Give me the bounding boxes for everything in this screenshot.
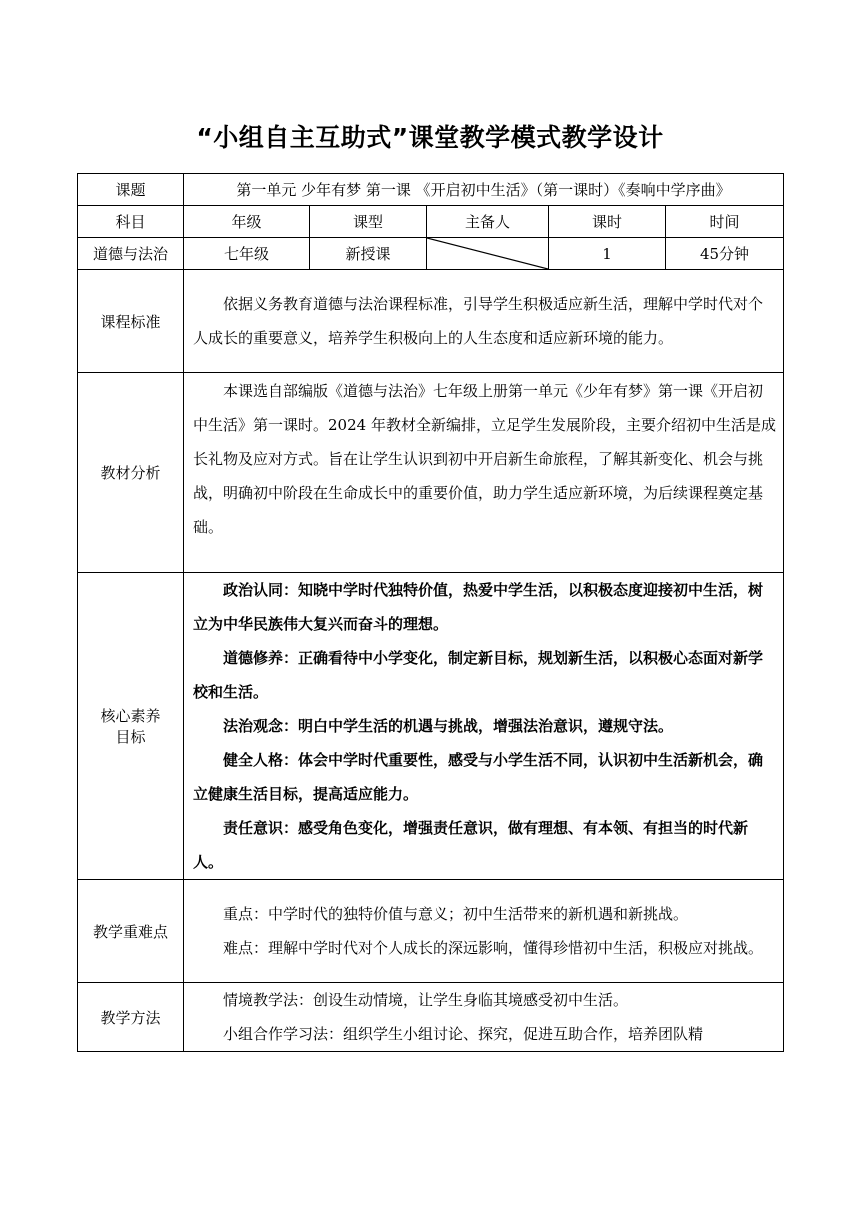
- goal-political-identity: 政治认同：知晓中学时代独特价值，热爱中学生活，以积极态度迎接初中生活，树立为中华民族伟大复兴而奋斗的理想。: [193, 581, 764, 633]
- analysis-paragraph: 本课选自部编版《道德与法治》七年级上册第一单元《少年有梦》第一课《开启初中生活》第一课时。2024 年教材全新编排，立足学生发展阶段，主要介绍初中生活是成长礼物及应对方式。旨在让学生认识到初中开启新生命旅程，了解其新变化、机会与挑战，明确初中阶段在生命成长中的重要价值，助力学生适应新环境，为后续课程奠定基础。: [193, 382, 776, 536]
- standard-content: [184, 270, 784, 373]
- header-lesson-type: 课型: [310, 206, 427, 238]
- method-situational: 情境教学法：创设生动情境，让学生身临其境感受初中生活。: [223, 991, 629, 1009]
- analysis-content: [184, 373, 784, 573]
- standard-paragraph: 依据义务教育道德与法治课程标准，引导学生积极适应新生活，理解中学时代对个人成长的重要意义，培养学生积极向上的人生态度和适应新环境的能力。: [193, 295, 764, 347]
- standard-row: [78, 270, 784, 373]
- analysis-row: [78, 373, 784, 573]
- methods-row: [78, 983, 784, 1052]
- analysis-label: 教材分析: [78, 373, 184, 573]
- topic-row: [78, 174, 784, 206]
- header-periods: 课时: [549, 206, 666, 238]
- info-value-row: [78, 238, 784, 270]
- goal-responsibility: 责任意识：感受角色变化，增强责任意识，做有理想、有本领、有担当的时代新人。: [193, 819, 749, 871]
- topic-value: 第一单元 少年有梦 第一课 《开启初中生活》（第一课时）《奏响中学序曲》: [184, 174, 784, 206]
- keypoints-content: [184, 880, 784, 983]
- value-preparer-empty: [427, 238, 549, 270]
- value-time: 45分钟: [666, 238, 784, 270]
- method-group-cooperation: 小组合作学习法：组织学生小组讨论、探究，促进互助合作，培养团队精: [223, 1025, 704, 1043]
- page-title: “小组自主互助式”课堂教学模式教学设计: [196, 123, 664, 152]
- diagonal-slash: [427, 238, 548, 269]
- value-lesson-type: 新授课: [310, 238, 427, 270]
- goal-moral-cultivation: 道德修养：正确看待中小学变化，制定新目标，规划新生活，以积极心态面对新学校和生活。: [193, 649, 764, 701]
- goal-rule-of-law: 法治观念：明白中学生活的机遇与挑战，增强法治意识，遵规守法。: [223, 717, 674, 735]
- standard-label: 课程标准: [78, 270, 184, 373]
- keypoints-label: 教学重难点: [78, 880, 184, 983]
- value-periods: 1: [549, 238, 666, 270]
- header-grade: 年级: [184, 206, 310, 238]
- keypoint-focus: 重点：中学时代的独特价值与意义；初中生活带来的新机遇和新挑战。: [223, 905, 689, 923]
- info-header-row: [78, 206, 784, 238]
- keypoints-row: [78, 880, 784, 983]
- goals-content: [184, 573, 784, 880]
- goals-label-line2: 目标: [115, 728, 146, 746]
- header-subject: 科目: [78, 206, 184, 238]
- keypoint-difficulty: 难点：理解中学时代对个人成长的深远影响，懂得珍惜初中生活，积极应对挑战。: [223, 939, 764, 957]
- goals-row: [78, 573, 784, 880]
- value-subject: 道德与法治: [78, 238, 184, 270]
- topic-label: 课题: [78, 174, 184, 206]
- lesson-plan-table: [77, 173, 784, 1052]
- header-preparer: 主备人: [427, 206, 549, 238]
- value-grade: 七年级: [184, 238, 310, 270]
- methods-label: 教学方法: [78, 983, 184, 1052]
- goals-label-line1: 核心素养: [100, 707, 161, 725]
- goals-label: [78, 573, 184, 880]
- goal-sound-personality: 健全人格：体会中学时代重要性，感受与小学生活不同，认识初中生活新机会，确立健康生活目标，提高适应能力。: [193, 751, 764, 803]
- methods-content: [184, 983, 784, 1052]
- header-time: 时间: [666, 206, 784, 238]
